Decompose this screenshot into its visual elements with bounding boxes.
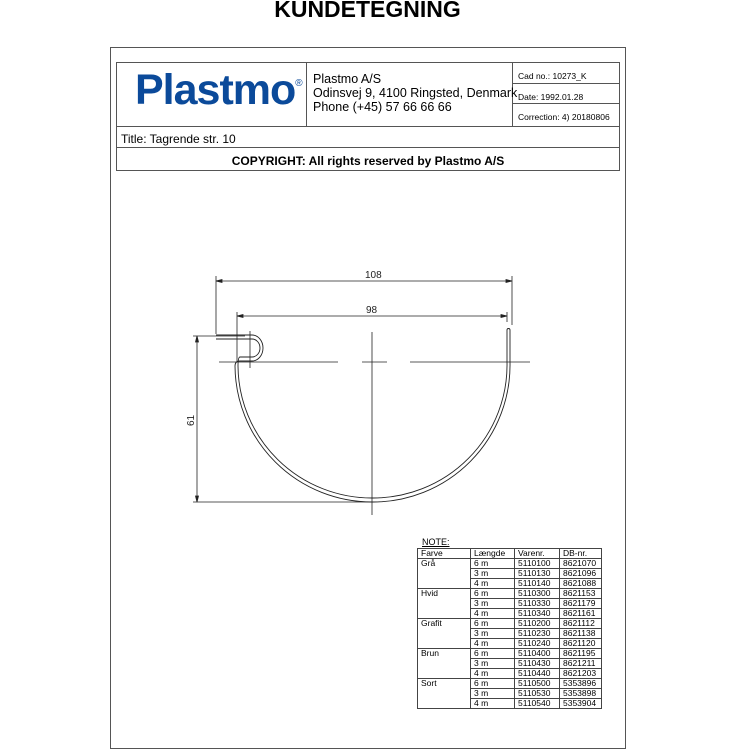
- drawing-title: Title: Tagrende str. 10: [121, 132, 236, 146]
- color-cell: [418, 579, 471, 589]
- color-cell: [418, 609, 471, 619]
- copyright: COPYRIGHT: All rights reserved by Plastmo A/S: [231, 154, 505, 168]
- varenr-cell: 5110530: [515, 689, 560, 699]
- color-cell: Sort: [418, 679, 471, 689]
- table-header: Længde: [471, 549, 515, 559]
- varenr-cell: 5110140: [515, 579, 560, 589]
- varenr-cell: 5110130: [515, 569, 560, 579]
- dim-label-98: 98: [366, 305, 378, 316]
- table-row: [418, 669, 602, 679]
- table-row: [418, 639, 602, 649]
- db-nr-cell: 8621138: [560, 629, 602, 639]
- table-row: [418, 619, 602, 629]
- color-cell: [418, 689, 471, 699]
- db-nr-cell: 8621153: [560, 589, 602, 599]
- length-cell: 6 m: [471, 649, 515, 659]
- gutter-profile: [216, 329, 510, 503]
- db-nr-cell: 8621195: [560, 649, 602, 659]
- table-row: [418, 629, 602, 639]
- db-nr-cell: 8621179: [560, 599, 602, 609]
- dim-label-108: 108: [365, 270, 382, 281]
- varenr-cell: 5110430: [515, 659, 560, 669]
- db-nr-cell: 8621161: [560, 609, 602, 619]
- varenr-cell: 5110200: [515, 619, 560, 629]
- table-row: [418, 659, 602, 669]
- table-row: [418, 559, 602, 569]
- db-nr-cell: 8621112: [560, 619, 602, 629]
- table-row: [418, 609, 602, 619]
- varenr-cell: 5110540: [515, 699, 560, 709]
- varenr-cell: 5110100: [515, 559, 560, 569]
- page-title: KUNDETEGNING: [274, 0, 461, 22]
- table-row: [418, 689, 602, 699]
- cad-number: Cad no.: 10273_K: [518, 71, 587, 81]
- color-cell: [418, 569, 471, 579]
- color-cell: Grafit: [418, 619, 471, 629]
- db-nr-cell: 8621211: [560, 659, 602, 669]
- length-cell: 6 m: [471, 679, 515, 689]
- db-nr-cell: 5353904: [560, 699, 602, 709]
- varenr-cell: 5110400: [515, 649, 560, 659]
- table-row: [418, 599, 602, 609]
- table-header: Varenr.: [515, 549, 560, 559]
- length-cell: 3 m: [471, 689, 515, 699]
- db-nr-cell: 5353898: [560, 689, 602, 699]
- length-cell: 3 m: [471, 629, 515, 639]
- varenr-cell: 5110500: [515, 679, 560, 689]
- company-name: Plastmo A/S: [313, 72, 382, 86]
- color-cell: [418, 599, 471, 609]
- color-cell: [418, 659, 471, 669]
- color-cell: [418, 629, 471, 639]
- varenr-cell: 5110300: [515, 589, 560, 599]
- company-phone: Phone (+45) 57 66 66 66: [313, 100, 452, 114]
- dim-label-61: 61: [186, 414, 197, 426]
- table-row: [418, 649, 602, 659]
- table-row: [418, 589, 602, 599]
- varenr-cell: 5110240: [515, 639, 560, 649]
- varenr-cell: 5110440: [515, 669, 560, 679]
- length-cell: 4 m: [471, 699, 515, 709]
- length-cell: 6 m: [471, 619, 515, 629]
- date: Date: 1992.01.28: [518, 92, 584, 102]
- color-cell: Grå: [418, 559, 471, 569]
- table-row: [418, 679, 602, 689]
- db-nr-cell: 8621096: [560, 569, 602, 579]
- length-cell: 3 m: [471, 599, 515, 609]
- color-cell: Brun: [418, 649, 471, 659]
- note-label: NOTE:: [422, 537, 450, 547]
- table-row: [418, 569, 602, 579]
- varenr-cell: 5110230: [515, 629, 560, 639]
- table-row: [418, 699, 602, 709]
- length-cell: 3 m: [471, 569, 515, 579]
- correction: Correction: 4) 20180806: [518, 112, 610, 122]
- color-cell: [418, 669, 471, 679]
- length-cell: 4 m: [471, 669, 515, 679]
- length-cell: 4 m: [471, 609, 515, 619]
- color-cell: [418, 699, 471, 709]
- table-header: Farve: [418, 549, 471, 559]
- length-cell: 6 m: [471, 559, 515, 569]
- product-table: [417, 548, 602, 709]
- color-cell: Hvid: [418, 589, 471, 599]
- company-address: Odinsvej 9, 4100 Ringsted, Denmark: [313, 86, 518, 100]
- length-cell: 4 m: [471, 579, 515, 589]
- plastmo-logo: Plastmo®: [135, 66, 302, 114]
- db-nr-cell: 8621070: [560, 559, 602, 569]
- db-nr-cell: 8621120: [560, 639, 602, 649]
- table-row: [418, 579, 602, 589]
- db-nr-cell: 8621203: [560, 669, 602, 679]
- table-header: DB-nr.: [560, 549, 602, 559]
- length-cell: 6 m: [471, 589, 515, 599]
- color-cell: [418, 639, 471, 649]
- length-cell: 4 m: [471, 639, 515, 649]
- varenr-cell: 5110330: [515, 599, 560, 609]
- varenr-cell: 5110340: [515, 609, 560, 619]
- length-cell: 3 m: [471, 659, 515, 669]
- db-nr-cell: 8621088: [560, 579, 602, 589]
- db-nr-cell: 5353896: [560, 679, 602, 689]
